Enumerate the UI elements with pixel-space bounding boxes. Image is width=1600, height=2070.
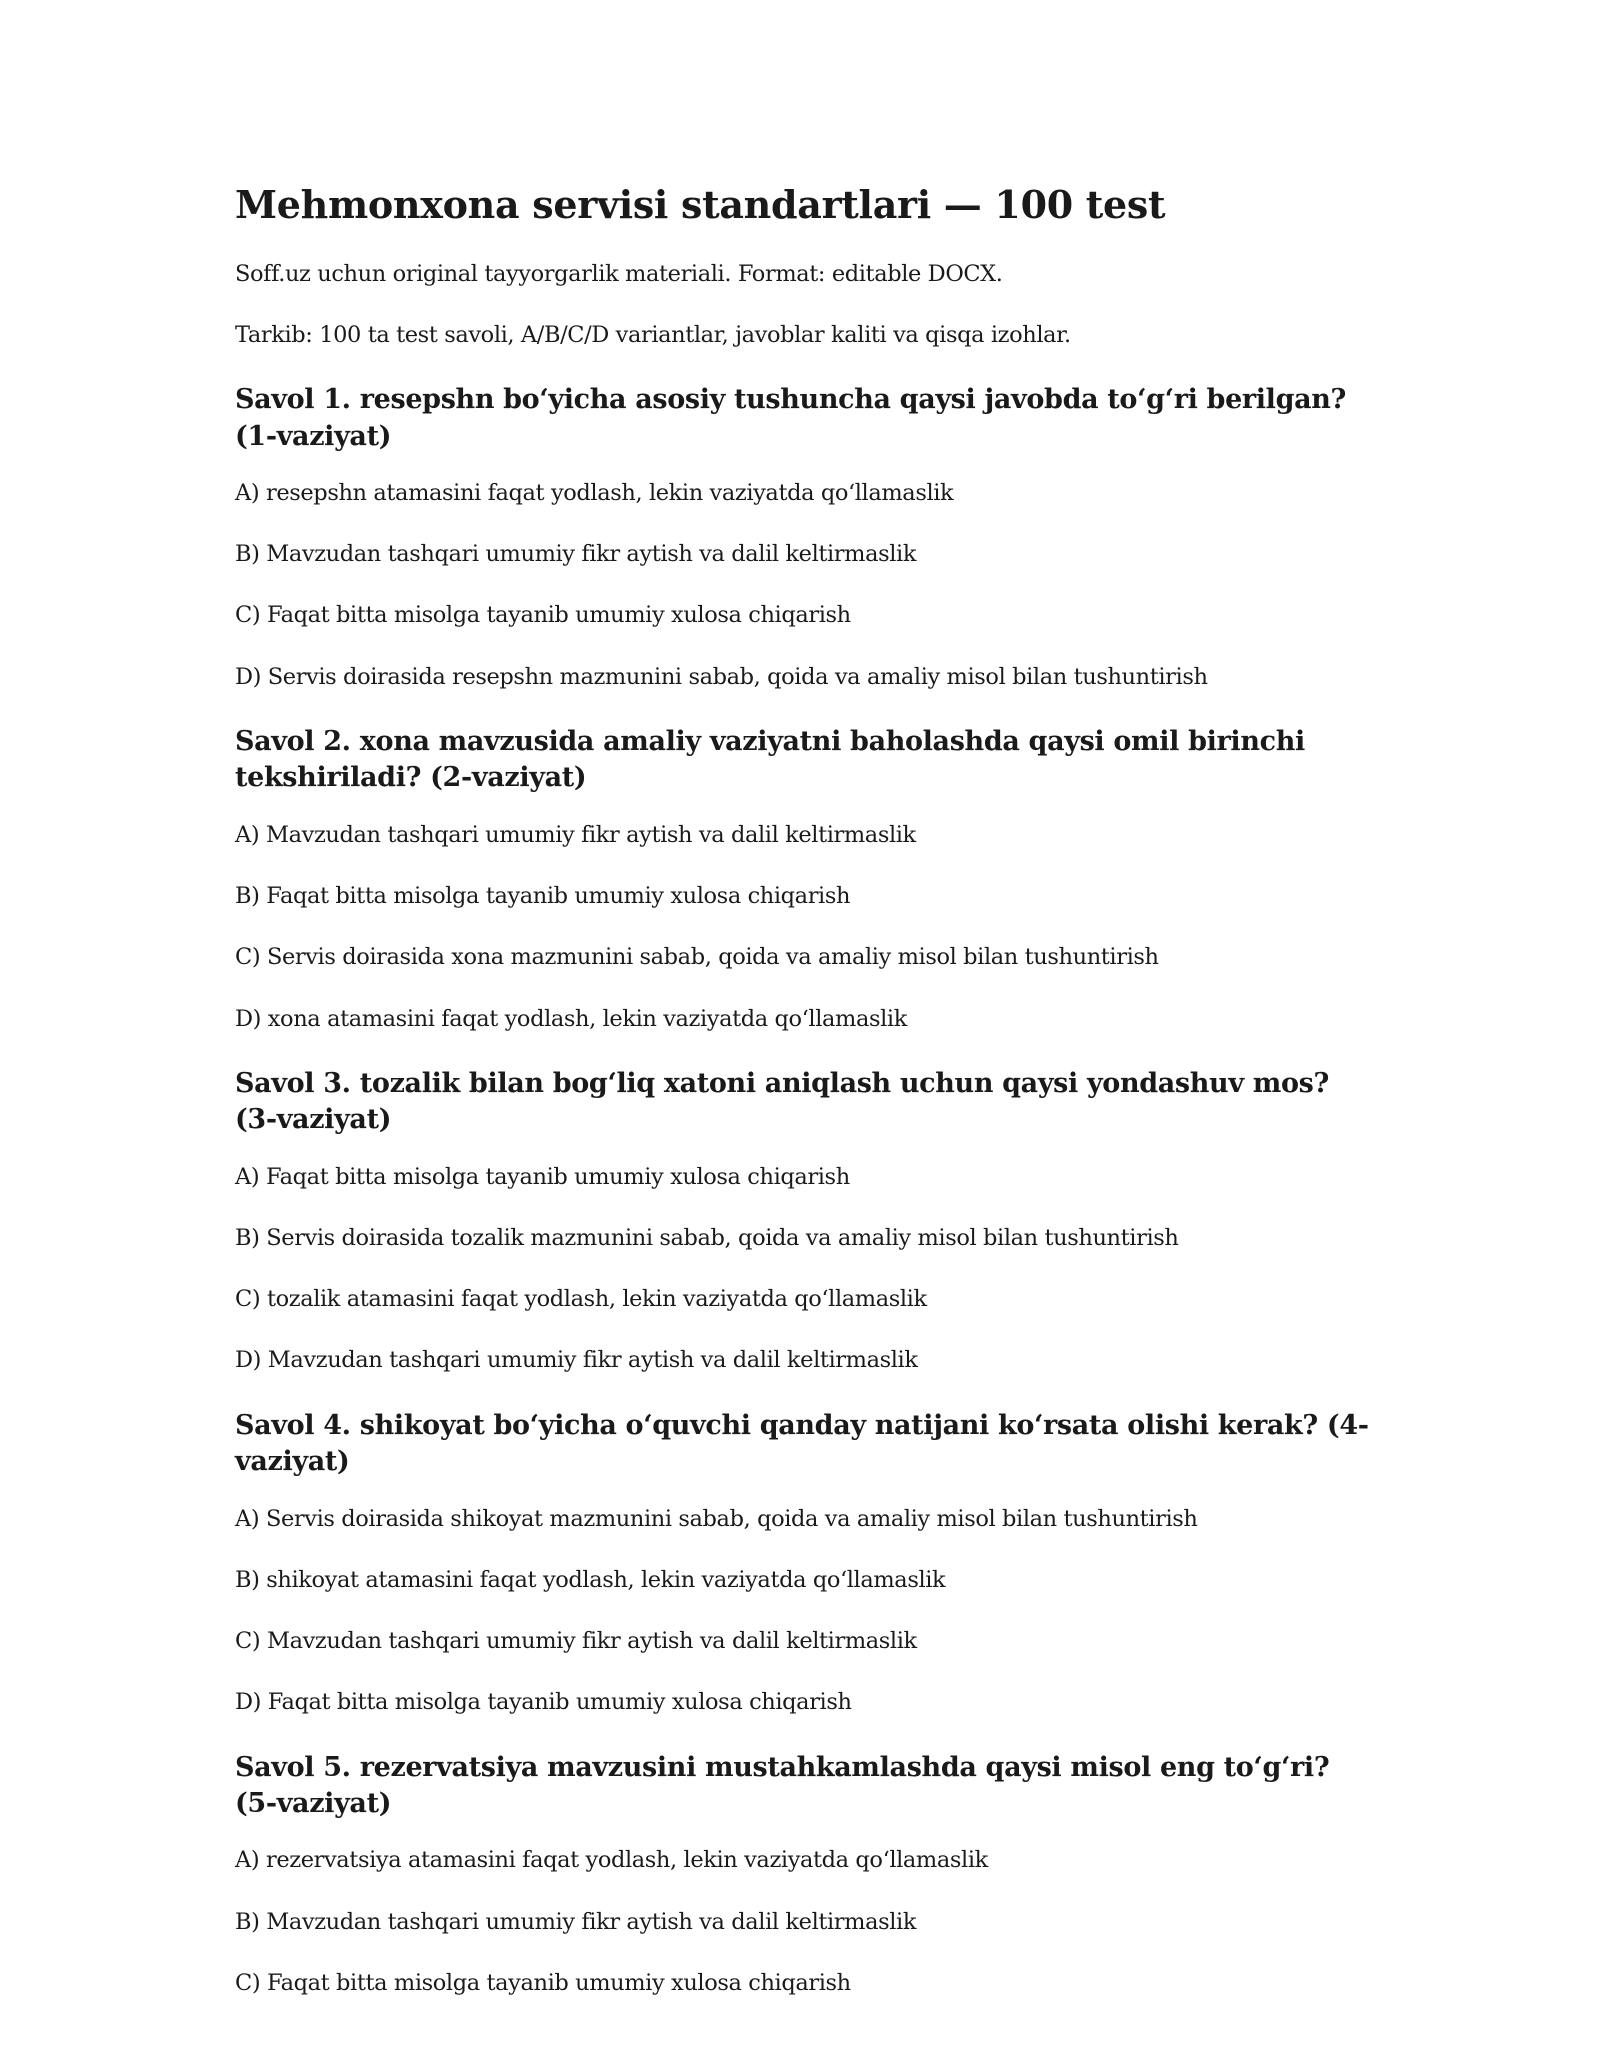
option-b: B) shikoyat atamasini faqat yodlash, lekin vaziyatda qo‘llamaslik [235,1566,946,1593]
option-c: C) Faqat bitta misolga tayanib umumiy xulosa chiqarish [235,1969,851,1996]
option-d: D) Mavzudan tashqari umumiy fikr aytish va dalil keltirmaslik [235,1347,918,1374]
question-5 [235,1750,1375,1999]
question-title: Savol 4. shikoyat bo‘yicha o‘quvchi qanday natijani ko‘rsata olishi kerak? (4-vaziyat) [235,1409,1369,1478]
intro-contents: Tarkib: 100 ta test savoli, A/B/C/D variantlar, javoblar kaliti va qisqa izohlar. [235,321,1071,348]
option-a: A) Faqat bitta misolga tayanib umumiy xulosa chiqarish [235,1163,850,1190]
option-c: C) tozalik atamasini faqat yodlash, lekin vaziyatda qo‘llamaslik [235,1286,927,1313]
document-title: Mehmonxona servisi standartlari — 100 test [235,182,1166,227]
question-2 [235,724,1375,1034]
question-title: Savol 3. tozalik bilan bog‘liq xatoni aniqlash uchun qaysi yondashuv mos? (3-vaziyat) [235,1067,1329,1136]
option-a: A) Servis doirasida shikoyat mazmunini sabab, qoida va amaliy misol bilan tushuntirish [235,1505,1198,1532]
question-title: Savol 2. xona mavzusida amaliy vaziyatni baholashda qaysi omil birinchi tekshiriladi? (2-vaziyat) [235,725,1305,794]
question-title: Savol 5. rezervatsiya mavzusini mustahkamlashda qaysi misol eng to‘g‘ri? (5-vaziyat) [235,1751,1330,1820]
document-page [235,182,1375,2030]
question-1 [235,382,1375,692]
question-title: Savol 1. resepshn bo‘yicha asosiy tushuncha qaysi javobda to‘g‘ri berilgan? (1-vaziyat) [235,384,1347,452]
option-b: B) Servis doirasida tozalik mazmunini sabab, qoida va amaliy misol bilan tushuntirish [235,1224,1179,1251]
option-d: D) Servis doirasida resepshn mazmunini sabab, qoida va amaliy misol bilan tushuntirish [235,663,1208,690]
option-c: C) Faqat bitta misolga tayanib umumiy xulosa chiqarish [235,602,851,629]
question-3 [235,1066,1375,1376]
question-4 [235,1408,1375,1718]
option-d: D) xona atamasini faqat yodlash, lekin vaziyatda qo‘llamaslik [235,1005,907,1032]
intro-format: Soff.uz uchun original tayyorgarlik materiali. Format: editable DOCX. [235,260,1003,287]
option-a: A) resepshn atamasini faqat yodlash, lekin vaziyatda qo‘llamaslik [235,479,954,506]
option-c: C) Servis doirasida xona mazmunini sabab, qoida va amaliy misol bilan tushuntirish [235,944,1159,971]
option-a: A) rezervatsiya atamasini faqat yodlash, lekin vaziyatda qo‘llamaslik [235,1847,988,1874]
option-d: D) Faqat bitta misolga tayanib umumiy xulosa chiqarish [235,1689,852,1716]
option-b: B) Mavzudan tashqari umumiy fikr aytish va dalil keltirmaslik [235,541,917,568]
option-b: B) Faqat bitta misolga tayanib umumiy xulosa chiqarish [235,883,851,910]
option-c: C) Mavzudan tashqari umumiy fikr aytish va dalil keltirmaslik [235,1628,917,1655]
option-a: A) Mavzudan tashqari umumiy fikr aytish va dalil keltirmaslik [235,821,916,848]
option-b: B) Mavzudan tashqari umumiy fikr aytish va dalil keltirmaslik [235,1908,917,1935]
